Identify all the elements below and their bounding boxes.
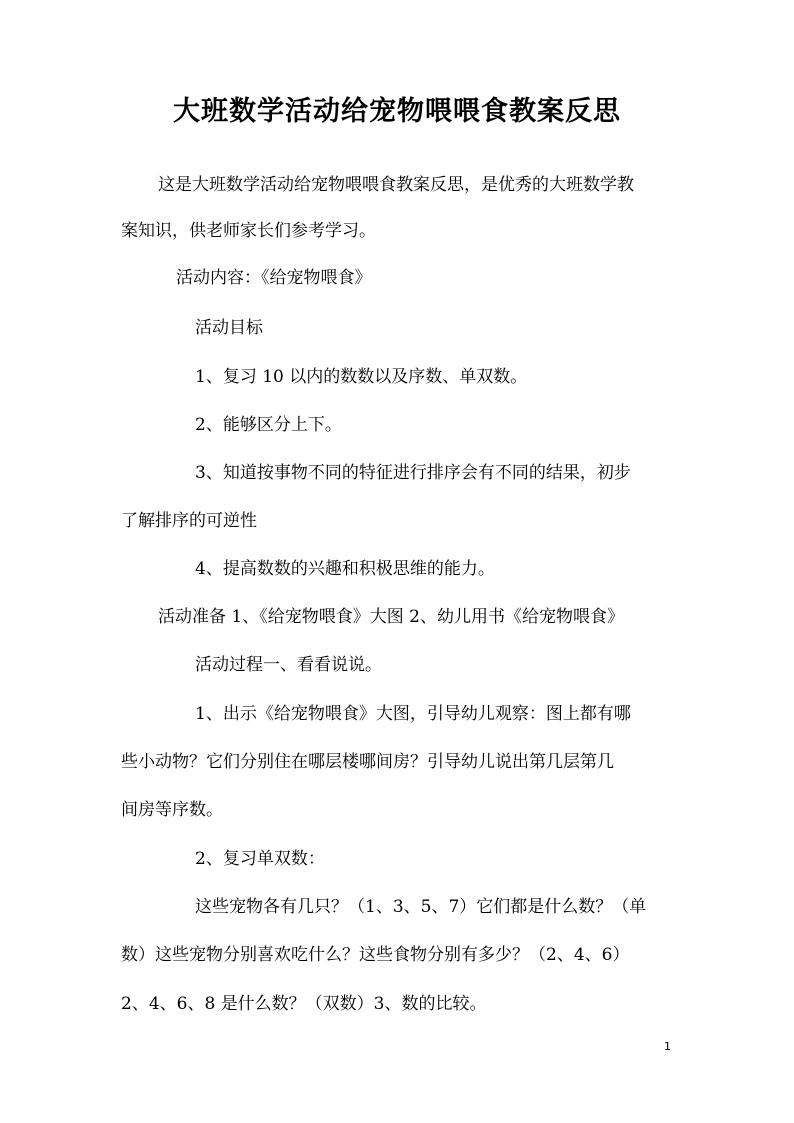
goal-item-3-line-1: 3、知道按事物不同的特征进行排序会有不同的结果，初步 (195, 463, 631, 483)
process-step-1-line-3: 间房等序数。 (121, 800, 223, 820)
page-number: 1 (664, 1040, 671, 1053)
goal-item-4: 4、提高数数的兴趣和积极思维的能力。 (195, 559, 495, 579)
process-step-2-line-2: 数）这些宠物分别喜欢吃什么？这些食物分别有多少？（2、4、6） (121, 945, 630, 965)
paragraph-intro-line-1: 这是大班数学活动给宠物喂喂食教案反思，是优秀的大班数学教 (158, 175, 634, 195)
goal-item-3-line-2: 了解排序的可逆性 (121, 511, 257, 531)
process-step-2-line-1: 这些宠物各有几只？（1、3、5、7）它们都是什么数？（单 (195, 897, 647, 917)
process-step-1-line-1: 1、出示《给宠物喂食》大图，引导幼儿观察：图上都有哪 (195, 704, 631, 724)
process-step-1-line-2: 些小动物？它们分别住在哪层楼哪间房？引导幼儿说出第几层第几 (121, 752, 614, 772)
goal-item-2: 2、能够区分上下。 (195, 415, 342, 435)
activity-content: 活动内容：《给宠物喂食》 (176, 268, 372, 288)
process-step-2-heading: 2、复习单双数： (195, 849, 325, 869)
paragraph-intro-line-2: 案知识，供老师家长们参考学习。 (121, 221, 376, 241)
document-title: 大班数学活动给宠物喂喂食教案反思 (173, 96, 621, 127)
activity-goals-heading: 活动目标 (195, 318, 263, 338)
goal-item-1: 1、复习 10 以内的数数以及序数、单双数。 (195, 367, 528, 387)
process-step-2-line-3: 2、4、6、8 是什么数？（双数）3、数的比较。 (121, 994, 487, 1014)
activity-preparation: 活动准备 1、《给宠物喂食》大图 2、幼儿用书《给宠物喂食》 (158, 607, 624, 627)
activity-process-heading: 活动过程一、看看说说。 (195, 655, 382, 675)
